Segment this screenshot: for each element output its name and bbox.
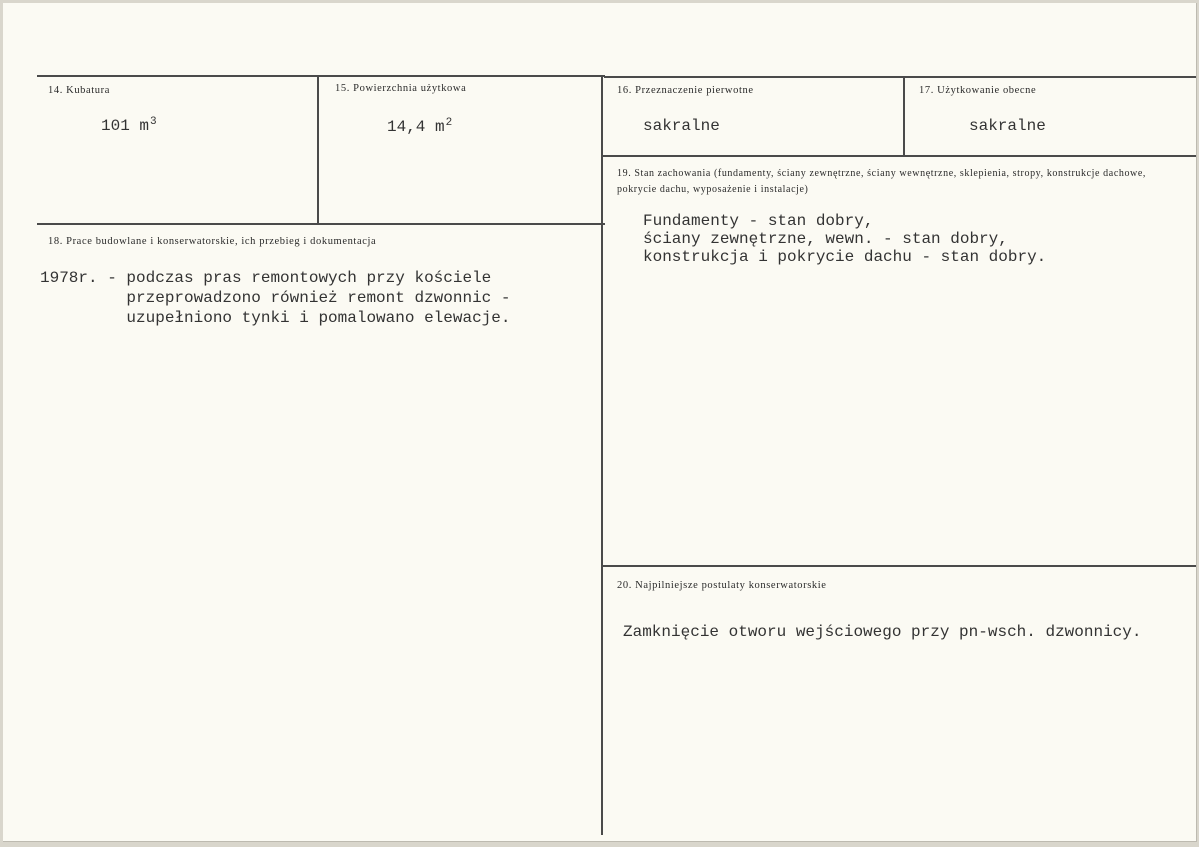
field-19-line-1: Fundamenty - stan dobry,	[643, 212, 874, 230]
rule-top-right	[604, 76, 1196, 78]
record-card	[3, 3, 1197, 842]
field-14-exponent: 3	[150, 116, 157, 128]
field-16-label: 16. Przeznaczenie pierwotne	[617, 85, 754, 96]
rule-left-mid	[37, 223, 605, 225]
field-16-value: sakralne	[643, 117, 720, 135]
rule-divider-14-15	[317, 75, 319, 223]
field-20-value: Zamknięcie otworu wejściowego przy pn-wsch. dzwonnicy.	[623, 623, 1142, 641]
field-17-value: sakralne	[969, 117, 1046, 135]
field-18-label: 18. Prace budowlane i konserwatorskie, ich przebieg i dokumentacja	[48, 236, 377, 247]
field-15-label: 15. Powierzchnia użytkowa	[335, 83, 467, 94]
rule-right-lower	[602, 565, 1196, 567]
field-18-line-3: uzupełniono tynki i pomalowano elewacje.	[40, 309, 511, 327]
rule-divider-16-17	[903, 76, 905, 156]
rule-top-left	[37, 75, 605, 77]
field-20-label: 20. Najpilniejsze postulaty konserwatorskie	[617, 580, 827, 591]
field-15-exponent: 2	[445, 117, 453, 129]
field-14-label: 14. Kubatura	[48, 85, 111, 96]
field-17-label: 17. Użytkowanie obecne	[919, 85, 1037, 96]
field-14-value: 101 $m^3$	[101, 116, 157, 135]
field-15-value: 14,4 $m^2$	[387, 117, 453, 136]
rule-right-mid	[602, 155, 1196, 157]
field-18-line-1: 1978r. - podczas pras remontowych przy kościele	[40, 269, 492, 287]
field-18-line-2: przeprowadzono również remont dzwonnic -	[40, 289, 511, 307]
field-19-line-2: ściany zewnętrzne, wewn. - stan dobry,	[643, 230, 1008, 248]
rule-center-vertical	[601, 75, 603, 835]
field-19-label: 19. Stan zachowania (fundamenty, ściany zewnętrzne, ściany wewnętrzne, sklepienia, stropy, konstrukcje dachowe, pokrycie dachu, wyposażenie i instalacje)	[617, 168, 1147, 195]
field-19-line-3: konstrukcja i pokrycie dachu - stan dobry.	[643, 248, 1047, 266]
